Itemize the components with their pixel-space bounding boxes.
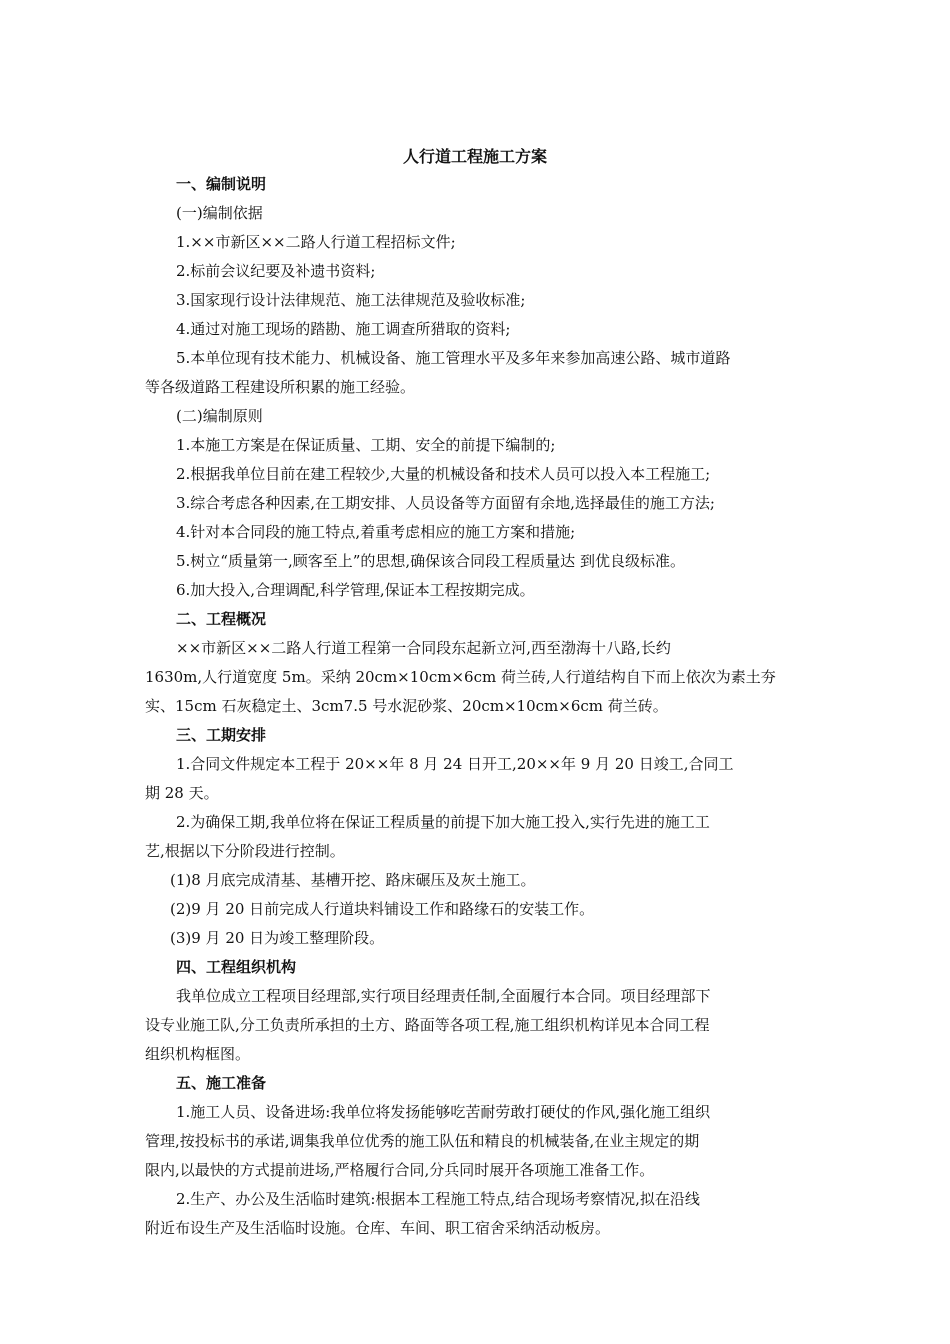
- section-heading-5: 五、施工准备: [176, 1074, 267, 1092]
- section-heading-4: 四、工程组织机构: [176, 958, 297, 976]
- paragraph-line: 6.加大投入,合理调配,科学管理,保证本工程按期完成。: [176, 581, 535, 599]
- section-heading-3: 三、工期安排: [176, 726, 267, 744]
- paragraph-line: 等各级道路工程建设所积累的施工经验。: [145, 378, 416, 396]
- paragraph-line: (2)9 月 20 日前完成人行道块料铺设工作和路缘石的安装工作。: [170, 900, 595, 918]
- paragraph-line: 1.施工人员、设备进场:我单位将发扬能够吃苦耐劳敢打硬仗的作风,强化施工组织: [176, 1103, 711, 1121]
- paragraph-line: 艺,根据以下分阶段进行控制。: [145, 842, 345, 860]
- section-heading-2: 二、工程概况: [176, 610, 267, 628]
- paragraph-line: 期 28 天。: [145, 784, 219, 802]
- paragraph-line: 1.合同文件规定本工程于 20××年 8 月 24 日开工,20××年 9 月 20 日竣工,合同工: [176, 755, 734, 773]
- paragraph-line: 2.为确保工期,我单位将在保证工程质量的前提下加大施工投入,实行先进的施工工: [176, 813, 710, 831]
- paragraph-line: 1.本施工方案是在保证质量、工期、安全的前提下编制的;: [176, 436, 556, 454]
- section-heading-1: 一、编制说明: [176, 175, 267, 193]
- paragraph-line: 1.××市新区××二路人行道工程招标文件;: [176, 233, 456, 251]
- paragraph-line: 3.国家现行设计法律规范、施工法律规范及验收标准;: [176, 291, 526, 309]
- paragraph-line: ××市新区××二路人行道工程第一合同段东起新立河,西至渤海十八路,长约: [176, 639, 671, 657]
- paragraph-line: 设专业施工队,分工负责所承担的土方、路面等各项工程,施工组织机构详见本合同工程: [145, 1016, 710, 1034]
- paragraph-line: 2.生产、办公及生活临时建筑:根据本工程施工特点,结合现场考察情况,拟在沿线: [176, 1190, 700, 1208]
- subsection-heading: (一)编制依据: [176, 204, 263, 222]
- paragraph-line: 1630m,人行道宽度 5m。采纳 20cm×10cm×6cm 荷兰砖,人行道结构自下而上依次为素土夯: [145, 668, 776, 686]
- paragraph-line: (3)9 月 20 日为竣工整理阶段。: [170, 929, 385, 947]
- paragraph-line: 组织机构框图。: [145, 1045, 251, 1063]
- paragraph-line: 限内,以最快的方式提前进场,严格履行合同,分兵同时展开各项施工准备工作。: [145, 1161, 655, 1179]
- paragraph-line: 5.本单位现有技术能力、机械设备、施工管理水平及多年来参加高速公路、城市道路: [176, 349, 731, 367]
- paragraph-line: 4.通过对施工现场的踏勘、施工调查所猎取的资料;: [176, 320, 511, 338]
- paragraph-line: 2.根据我单位目前在建工程较少,大量的机械设备和技术人员可以投入本工程施工;: [176, 465, 711, 483]
- paragraph-line: 5.树立“质量第一,顾客至上”的思想,确保该合同段工程质量达 到优良级标准。: [176, 552, 685, 570]
- paragraph-line: 2.标前会议纪要及补遗书资料;: [176, 262, 376, 280]
- paragraph-line: 我单位成立工程项目经理部,实行项目经理责任制,全面履行本合同。项目经理部下: [176, 987, 711, 1005]
- paragraph-line: 附近布设生产及生活临时设施。仓库、车间、职工宿舍采纳活动板房。: [145, 1219, 611, 1237]
- paragraph-line: 3.综合考虑各种因素,在工期安排、人员设备等方面留有余地,选择最佳的施工方法;: [176, 494, 715, 512]
- paragraph-line: 4.针对本合同段的施工特点,着重考虑相应的施工方案和措施;: [176, 523, 576, 541]
- paragraph-line: 实、15cm 石灰稳定土、3cm7.5 号水泥砂浆、20cm×10cm×6cm 荷兰砖。: [145, 697, 668, 715]
- paragraph-line: 管理,按投标书的承诺,调集我单位优秀的施工队伍和精良的机械装备,在业主规定的期: [145, 1132, 700, 1150]
- subsection-heading: (二)编制原则: [176, 407, 263, 425]
- document-title: 人行道工程施工方案: [402, 147, 547, 166]
- paragraph-line: (1)8 月底完成清基、基槽开挖、路床碾压及灰土施工。: [170, 871, 536, 889]
